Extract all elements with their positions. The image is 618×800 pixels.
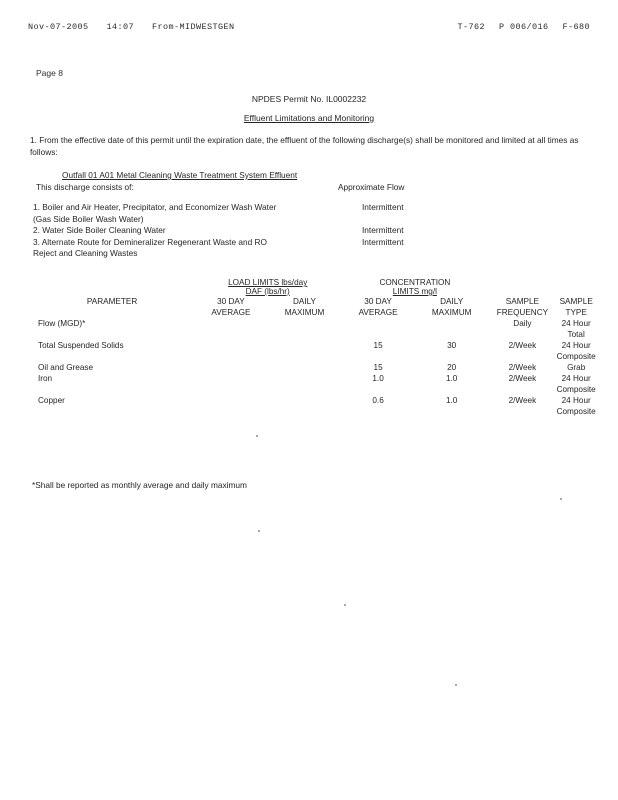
group-header-blank-3	[556, 278, 596, 296]
row-sample-type	[556, 395, 596, 417]
list-item: 1. Boiler and Air Heater, Precipitator, and Economizer Wash Water	[33, 202, 277, 212]
list-item: 2. Water Side Boiler Cleaning Water	[33, 225, 166, 235]
row-sample-type	[556, 362, 596, 373]
fax-page-count: P 006/016	[498, 22, 549, 32]
column-header-conc-30day-line2: AVERAGE	[358, 308, 398, 317]
row-conc-30day: 15	[373, 363, 383, 372]
group-header-load-limits	[194, 278, 341, 296]
table-group-header-row	[30, 278, 596, 296]
row-parameter: Total Suspended Solids	[38, 341, 124, 350]
group-header-load-line1: LOAD LIMITS lbs/day	[228, 278, 308, 287]
column-header-frequency-line1: SAMPLE	[505, 297, 539, 306]
permit-number-heading: NPDES Permit No. IL0002232	[251, 94, 367, 104]
table-row	[30, 362, 596, 373]
table-column-header-row	[30, 296, 596, 318]
row-load-30day	[194, 318, 268, 340]
scan-speck	[256, 435, 258, 437]
list-item: Intermittent	[362, 236, 404, 247]
discharge-source-list	[33, 202, 333, 260]
row-conc-daily: 1.0	[445, 374, 458, 383]
row-sample-type-line2: Composite	[556, 385, 596, 394]
section-title: Effluent Limitations and Monitoring	[243, 113, 375, 123]
fax-code: F-680	[562, 22, 590, 32]
list-item: Intermittent	[362, 225, 404, 235]
group-header-concentration	[341, 278, 488, 296]
scan-speck	[258, 530, 260, 532]
column-header-load-daily-line2: MAXIMUM	[284, 308, 325, 317]
column-header-frequency-line2: FREQUENCY	[496, 308, 549, 317]
group-header-conc-line2: LIMITS mg/l	[392, 287, 437, 296]
row-load-daily	[268, 318, 342, 340]
row-sample-type	[556, 318, 596, 340]
column-header-parameter-line1: PARAMETER	[86, 297, 138, 306]
row-sample-type-line1: 24 Hour	[561, 374, 591, 383]
row-load-daily	[268, 373, 342, 395]
fax-time: 14:07	[106, 22, 135, 32]
row-conc-30day	[341, 318, 415, 340]
row-sample-type	[556, 373, 596, 395]
row-conc-daily: 20	[447, 363, 457, 372]
table-row	[30, 340, 596, 362]
fax-job-number: T-762	[457, 22, 485, 32]
flow-spacer	[362, 214, 404, 226]
row-load-30day	[194, 373, 268, 395]
table-row	[30, 373, 596, 395]
group-header-blank-2	[488, 278, 556, 296]
fax-date: Nov-07-2005	[28, 22, 89, 32]
column-header-conc-daily-line1: DAILY	[440, 297, 464, 306]
row-conc-daily	[415, 318, 489, 340]
row-sample-type-line1: Grab	[567, 363, 586, 372]
row-load-30day	[194, 340, 268, 362]
table-footnote: *Shall be reported as monthly average and daily maximum	[32, 480, 247, 490]
row-sample-type-line2: Composite	[556, 352, 596, 361]
list-item: 3. Alternate Route for Demineralizer Regenerant Waste and RO	[33, 236, 267, 247]
row-sample-type-line2: Composite	[556, 407, 596, 416]
column-header-sample-type	[556, 296, 596, 318]
column-header-conc-daily	[415, 296, 489, 318]
row-load-daily	[268, 395, 342, 417]
row-frequency: 2/Week	[508, 396, 537, 405]
page-number-label: Page 8	[36, 68, 63, 78]
row-parameter: Oil and Grease	[38, 363, 94, 372]
list-item: Reject and Cleaning Wastes	[33, 248, 138, 258]
column-header-load-30day	[194, 296, 268, 318]
effluent-limits-table	[30, 278, 596, 417]
row-conc-daily: 1.0	[445, 396, 458, 405]
row-load-daily	[268, 362, 342, 373]
effluent-limits-table-wrapper	[30, 278, 596, 417]
row-load-30day	[194, 395, 268, 417]
column-header-load-30day-line1: 30 DAY	[217, 297, 245, 306]
group-header-blank	[30, 278, 194, 296]
row-frequency: Daily	[513, 319, 532, 328]
row-frequency: 2/Week	[508, 374, 537, 383]
group-header-conc-line1: CONCENTRATION	[379, 278, 451, 287]
discharge-consists-label: This discharge consists of:	[36, 182, 134, 192]
row-frequency: 2/Week	[508, 363, 537, 372]
column-header-type-line2: TYPE	[565, 308, 587, 317]
row-sample-type-line1: 24 Hour Total	[561, 319, 591, 339]
fax-header-left	[28, 22, 235, 32]
list-item: Intermittent	[362, 202, 404, 212]
column-header-load-daily-line1: DAILY	[292, 297, 317, 306]
table-row	[30, 318, 596, 340]
row-conc-30day: 1.0	[372, 374, 384, 383]
table-row	[30, 395, 596, 417]
column-header-conc-30day-line1: 30 DAY	[364, 297, 392, 306]
fax-header-right	[457, 22, 590, 32]
row-sample-type	[556, 340, 596, 362]
row-parameter: Copper	[38, 396, 65, 405]
scan-speck	[455, 684, 457, 686]
list-item: (Gas Side Boiler Wash Water)	[33, 213, 144, 224]
row-parameter: Flow (MGD)*	[38, 319, 86, 328]
outfall-heading: Outfall 01 A01 Metal Cleaning Waste Treatment System Effluent	[62, 170, 298, 180]
discharge-flow-values	[362, 202, 404, 248]
column-header-type-line1: SAMPLE	[559, 297, 593, 306]
row-conc-30day: 0.6	[372, 396, 384, 405]
group-header-load-line2: DAF (lbs/hr)	[245, 287, 290, 296]
row-frequency: 2/Week	[508, 341, 537, 350]
row-conc-daily: 30	[447, 341, 457, 350]
column-header-conc-daily-line2: MAXIMUM	[431, 308, 472, 317]
column-header-load-daily	[268, 296, 342, 318]
row-conc-30day: 15	[373, 341, 383, 350]
row-sample-type-line1: 24 Hour	[561, 396, 591, 405]
scan-speck	[560, 498, 562, 500]
approximate-flow-label: Approximate Flow	[338, 182, 405, 192]
column-header-parameter	[30, 296, 194, 318]
row-load-daily	[268, 340, 342, 362]
fax-transmission-header	[28, 22, 590, 32]
column-header-conc-30day	[341, 296, 415, 318]
row-sample-type-line1: 24 Hour	[561, 341, 591, 350]
intro-paragraph: 1. From the effective date of this permit until the expiration date, the effluent of the following discharge(s) shall be monitored and limited at all times as follows:	[30, 135, 579, 157]
fax-sender: From-MIDWESTGEN	[152, 22, 235, 32]
column-header-load-30day-line2: AVERAGE	[211, 308, 251, 317]
column-header-sample-frequency	[488, 296, 556, 318]
row-parameter: Iron	[38, 374, 53, 383]
scan-speck	[344, 604, 346, 606]
row-load-30day	[194, 362, 268, 373]
